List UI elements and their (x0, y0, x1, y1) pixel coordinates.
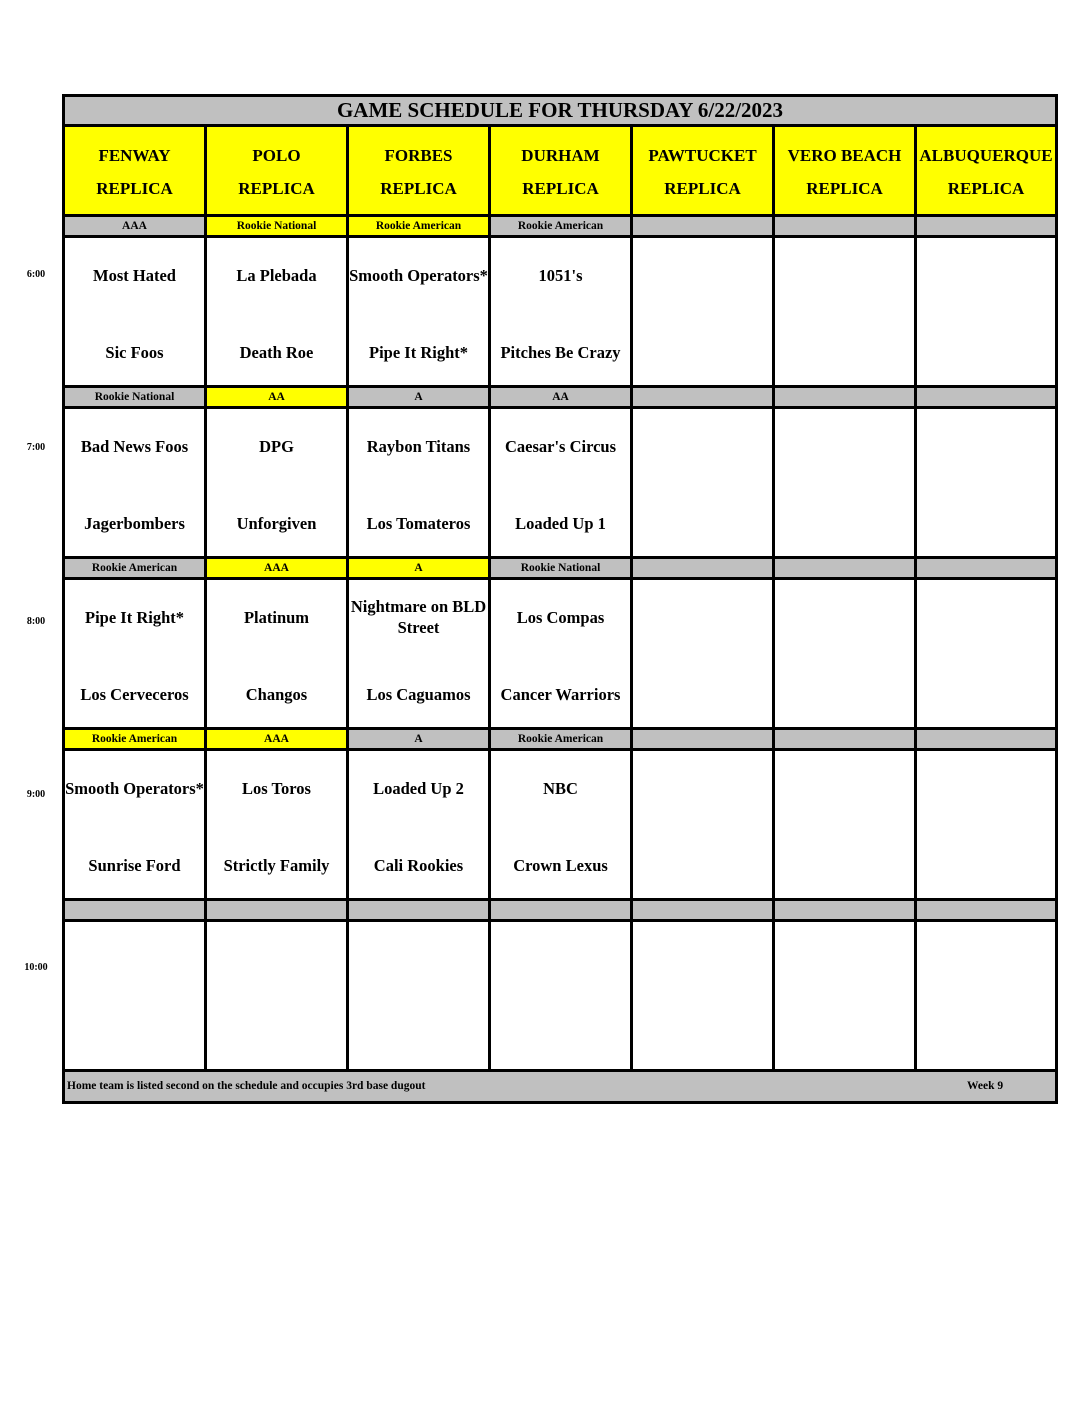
division-label: AAA (207, 730, 349, 748)
game-cell (917, 238, 1055, 385)
time-label: 10:00 (24, 962, 48, 973)
away-team: Los Compas (516, 607, 605, 627)
division-label: A (349, 559, 491, 577)
schedule-sheet (62, 94, 1058, 1104)
game-cell (775, 580, 917, 727)
away-team (917, 936, 1055, 982)
game-cell (917, 922, 1055, 1069)
division-label (917, 559, 1055, 577)
game-cell (207, 922, 349, 1069)
away-team (775, 765, 914, 811)
away-team (349, 936, 488, 982)
time-slots (65, 217, 1055, 1072)
home-team: Death Roe (239, 342, 314, 362)
game-cell (917, 580, 1055, 727)
field-name: POLO (252, 146, 301, 165)
division-row (65, 730, 1055, 751)
division-label (775, 730, 917, 748)
field-header (65, 127, 207, 214)
away-team (633, 252, 772, 298)
division-label: AA (491, 388, 633, 406)
away-team (775, 936, 914, 982)
game-cell (491, 922, 633, 1069)
game-cell (65, 751, 207, 898)
game-cell (349, 238, 491, 385)
away-team (917, 252, 1055, 298)
game-cell (775, 751, 917, 898)
division-row (65, 388, 1055, 409)
field-header (491, 127, 633, 214)
division-label (633, 730, 775, 748)
home-team: Crown Lexus (513, 855, 608, 875)
game-cell (775, 922, 917, 1069)
field-header (349, 127, 491, 214)
away-team (491, 936, 630, 982)
division-label (491, 901, 633, 919)
division-label: Rookie American (491, 217, 633, 235)
division-label (633, 217, 775, 235)
game-cell (349, 580, 491, 727)
schedule-title: GAME SCHEDULE FOR THURSDAY 6/22/2023 (65, 97, 1055, 127)
home-team (775, 842, 914, 888)
home-team: Sic Foos (105, 342, 164, 362)
game-cell (349, 409, 491, 556)
division-label (917, 730, 1055, 748)
field-subtitle: REPLICA (238, 179, 315, 198)
away-team (633, 765, 772, 811)
home-team (633, 842, 772, 888)
away-team (207, 936, 346, 982)
away-team (775, 252, 914, 298)
game-cell (65, 409, 207, 556)
home-team: Los Cerveceros (80, 684, 189, 704)
away-team (917, 765, 1055, 811)
away-team: Platinum (243, 607, 310, 627)
home-team (917, 1013, 1055, 1059)
away-team: Pipe It Right* (85, 607, 184, 627)
away-team: Loaded Up 2 (373, 778, 464, 798)
division-label (207, 901, 349, 919)
game-cell (633, 238, 775, 385)
home-team: Unforgiven (236, 513, 317, 533)
home-team: Sunrise Ford (88, 855, 181, 875)
division-label (775, 217, 917, 235)
home-team (207, 1013, 346, 1059)
division-label (917, 901, 1055, 919)
division-label (775, 901, 917, 919)
division-label: Rookie National (491, 559, 633, 577)
field-name: PAWTUCKET (648, 146, 757, 165)
home-team (917, 842, 1055, 888)
field-name: DURHAM (521, 146, 600, 165)
game-cell (207, 751, 349, 898)
away-team (775, 423, 914, 469)
away-team (65, 936, 204, 982)
field-header-row (65, 127, 1055, 217)
division-label (633, 559, 775, 577)
division-label (775, 388, 917, 406)
game-cell (65, 238, 207, 385)
home-team: Los Tomateros (366, 513, 471, 533)
week-label: Week 9 (967, 1080, 1004, 1092)
game-cell (491, 580, 633, 727)
game-cell (775, 238, 917, 385)
away-team: Raybon Titans (366, 436, 471, 456)
game-cell (207, 238, 349, 385)
away-team: Caesar's Circus (504, 436, 617, 456)
home-team (775, 329, 914, 375)
division-label: Rookie National (207, 217, 349, 235)
home-team (633, 500, 772, 546)
home-team (633, 1013, 772, 1059)
field-name: FENWAY (98, 146, 171, 165)
home-team: Cancer Warriors (500, 684, 621, 704)
home-team (65, 1013, 204, 1059)
home-team (775, 671, 914, 717)
game-cell (207, 580, 349, 727)
home-team: Changos (245, 684, 308, 704)
division-label: AAA (65, 217, 207, 235)
time-label: 7:00 (26, 442, 46, 453)
division-label (65, 901, 207, 919)
game-cell (65, 580, 207, 727)
game-cell (633, 580, 775, 727)
division-label (917, 217, 1055, 235)
away-team (917, 423, 1055, 469)
away-team: Most Hated (93, 265, 176, 285)
division-label: AA (207, 388, 349, 406)
division-label: A (349, 730, 491, 748)
field-subtitle: REPLICA (380, 179, 457, 198)
home-team (491, 1013, 630, 1059)
division-row (65, 559, 1055, 580)
away-team: 1051's (538, 265, 583, 285)
game-cell (65, 922, 207, 1069)
away-team: Smooth Operators* (349, 265, 488, 285)
game-cell (349, 922, 491, 1069)
away-team: Nightmare on BLD Street (350, 597, 487, 637)
game-cell (491, 409, 633, 556)
division-label: Rookie American (349, 217, 491, 235)
home-team: Jagerbombers (84, 513, 185, 533)
division-label: A (349, 388, 491, 406)
division-label: Rookie National (65, 388, 207, 406)
away-team (633, 936, 772, 982)
home-team (633, 329, 772, 375)
away-team: Smooth Operators* (65, 778, 204, 798)
game-cell (491, 238, 633, 385)
field-subtitle: REPLICA (664, 179, 741, 198)
game-row (65, 409, 1055, 559)
home-team: Strictly Family (223, 855, 330, 875)
game-cell (633, 409, 775, 556)
home-team: Cali Rookies (373, 855, 464, 875)
time-label: 8:00 (26, 616, 46, 627)
footer-note: Home team is listed second on the schedule and occupies 3rd base dugout (67, 1080, 426, 1092)
division-label: AAA (207, 559, 349, 577)
division-label (633, 388, 775, 406)
game-row (65, 922, 1055, 1072)
field-header (633, 127, 775, 214)
home-team: Pipe It Right* (369, 342, 468, 362)
home-team: Los Caguamos (366, 684, 471, 704)
division-row (65, 217, 1055, 238)
game-cell (633, 751, 775, 898)
division-label: Rookie American (491, 730, 633, 748)
away-team: Los Toros (242, 778, 311, 798)
home-team (917, 329, 1055, 375)
field-subtitle: REPLICA (96, 179, 173, 198)
home-team (917, 500, 1055, 546)
game-cell (633, 922, 775, 1069)
division-label (633, 901, 775, 919)
division-label: Rookie American (65, 730, 207, 748)
away-team (633, 594, 772, 640)
field-name: VERO BEACH (787, 146, 902, 165)
game-cell (917, 751, 1055, 898)
field-header (207, 127, 349, 214)
away-team: DPG (259, 436, 294, 456)
home-team: Loaded Up 1 (515, 513, 606, 533)
home-team (917, 671, 1055, 717)
home-team (633, 671, 772, 717)
game-cell (207, 409, 349, 556)
home-team (349, 1013, 488, 1059)
game-row (65, 238, 1055, 388)
home-team (775, 500, 914, 546)
away-team (775, 594, 914, 640)
game-cell (917, 409, 1055, 556)
time-label: 9:00 (26, 789, 46, 800)
game-cell (491, 751, 633, 898)
field-subtitle: REPLICA (806, 179, 883, 198)
division-row (65, 901, 1055, 922)
game-cell (775, 409, 917, 556)
away-team: NBC (543, 778, 578, 798)
field-header (775, 127, 917, 214)
game-row (65, 751, 1055, 901)
division-label (349, 901, 491, 919)
game-cell (349, 751, 491, 898)
home-team (775, 1013, 914, 1059)
home-team: Pitches Be Crazy (500, 342, 621, 362)
division-label (917, 388, 1055, 406)
game-row (65, 580, 1055, 730)
schedule-footer (65, 1072, 1055, 1101)
division-label (775, 559, 917, 577)
division-label: Rookie American (65, 559, 207, 577)
field-name: ALBUQUERQUE (919, 146, 1053, 165)
away-team: Bad News Foos (80, 436, 189, 456)
field-subtitle: REPLICA (947, 179, 1025, 198)
field-header (917, 127, 1055, 214)
away-team: La Plebada (236, 265, 317, 285)
away-team (633, 423, 772, 469)
field-subtitle: REPLICA (522, 179, 599, 198)
field-name: FORBES (384, 146, 453, 165)
time-label: 6:00 (26, 269, 46, 280)
away-team (917, 594, 1055, 640)
